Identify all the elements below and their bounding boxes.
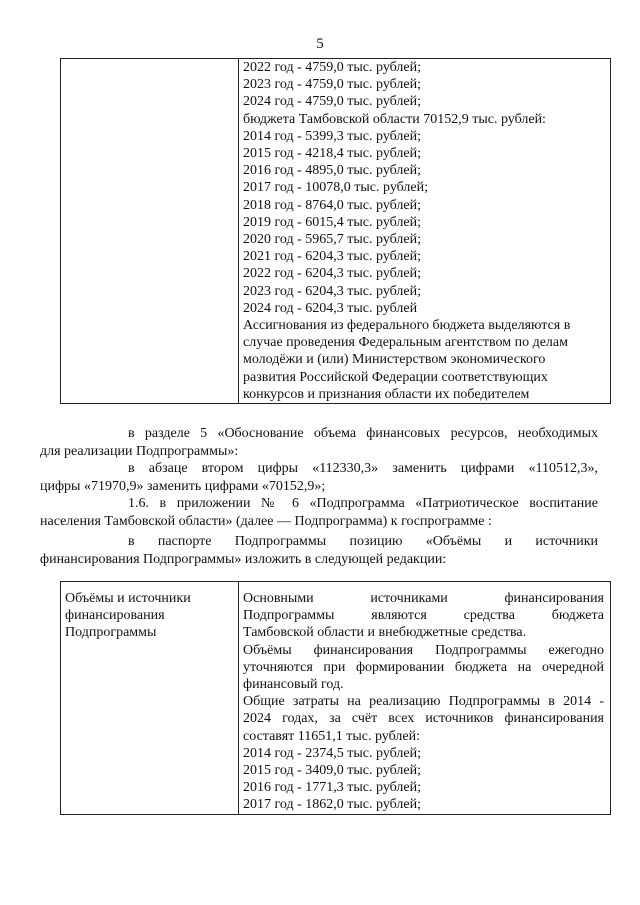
table1-line: 2021 год - 6204,3 тыс. рублей; [243,249,422,265]
table1-line: 2018 год - 8764,0 тыс. рублей; [243,197,422,213]
table1-line: 2022 год - 4759,0 тыс. рублей; [243,60,422,75]
table1-line: случае проведения Федеральным агентством по делам [243,335,568,351]
paragraph-line: в абзаце втором цифры «112330,3» заменить цифрами «110512,3», [128,461,598,476]
table2-left-line: Подпрограммы [65,625,157,641]
table1-line: Ассигнования из федерального бюджета выделяются в [243,318,571,334]
paragraph-line: 1.6. в приложении № 6 «Подпрограмма «Патриотическое воспитание [128,496,598,511]
paragraph-section5 [40,425,598,460]
table1-line: конкурсов и признания области их победителем [243,386,530,402]
table2-line: финансовый год. [243,677,344,693]
table2-left-line: Объёмы и источники [65,591,191,606]
subprogram-funding-table [60,581,611,815]
table1-line: 2015 год - 4218,4 тыс. рублей; [243,146,422,162]
table1-line: молодёжи и (или) Министерством экономического [243,352,546,368]
table1-line: 2019 год - 6015,4 тыс. рублей; [243,214,422,230]
table1-line: 2016 год - 4895,0 тыс. рублей; [243,163,422,179]
table2-line: 2014 год - 2374,5 тыс. рублей; [243,745,422,761]
paragraph-line: цифры «71970,9» заменить цифрами «70152,9»; [40,478,326,494]
table1-line: 2023 год - 6204,3 тыс. рублей; [243,283,422,299]
table1-line: развития Российской Федерации соответствующих [243,369,548,385]
table1-line: 2017 год - 10078,0 тыс. рублей; [243,180,429,196]
table2-line: уточняются при формировании бюджета на очередной [243,659,604,675]
table1-line: 2024 год - 6204,3 тыс. рублей [243,300,418,316]
table1-line: 2022 год - 6204,3 тыс. рублей; [243,266,422,282]
funding-table-continued [60,58,611,404]
table1-line: 2014 год - 5399,3 тыс. рублей; [243,128,422,144]
table2-line: Тамбовской области и внебюджетные средства. [243,625,527,641]
table2-line: Основными источниками финансирования [243,591,604,606]
table2-left-cell [61,582,239,815]
table1-line: 2020 год - 5965,7 тыс. рублей; [243,232,422,248]
table1-left-cell [61,59,239,404]
table1-line: 2023 год - 4759,0 тыс. рублей; [243,77,422,93]
table2-line: составят 11651,1 тыс. рублей: [243,728,420,744]
table2-left-line: финансирования [65,608,165,624]
paragraph-line: в паспорте Подпрограммы позицию «Объёмы и источники [128,534,598,549]
table1-line: 2024 год - 4759,0 тыс. рублей; [243,94,422,110]
table2-line: 2024 годах, за счёт всех источников финансирования [243,711,604,727]
table2-line: Общие затраты на реализацию Подпрограммы в 2014 - [243,694,604,710]
paragraph-line: населения Тамбовской области» (далее — Подпрограмма) к госпрограмме : [40,513,492,529]
table1-line: бюджета Тамбовской области 70152,9 тыс. рублей: [243,111,546,127]
table2-line: 2015 год - 3409,0 тыс. рублей; [243,763,422,779]
page-number: 5 [316,36,324,52]
paragraph-line: в разделе 5 «Обоснование объема финансовых ресурсов, необходимых [128,426,598,441]
paragraph-passport [40,533,598,568]
table1-right-cell [239,59,611,404]
table2-line: Подпрограммы являются средства бюджета [243,608,604,624]
paragraph-line: для реализации Подпрограммы»: [40,443,239,459]
table2-line: 2016 год - 1771,3 тыс. рублей; [243,780,422,796]
table2-line: Объёмы финансирования Подпрограммы ежегодно [243,642,604,658]
paragraph-line: финансирования Подпрограммы» изложить в следующей редакции: [40,551,447,567]
paragraph-replace-figures [40,460,598,495]
paragraph-appendix6 [40,495,598,530]
table2-line: 2017 год - 1862,0 тыс. рублей; [243,797,422,813]
table2-right-cell [239,582,611,815]
